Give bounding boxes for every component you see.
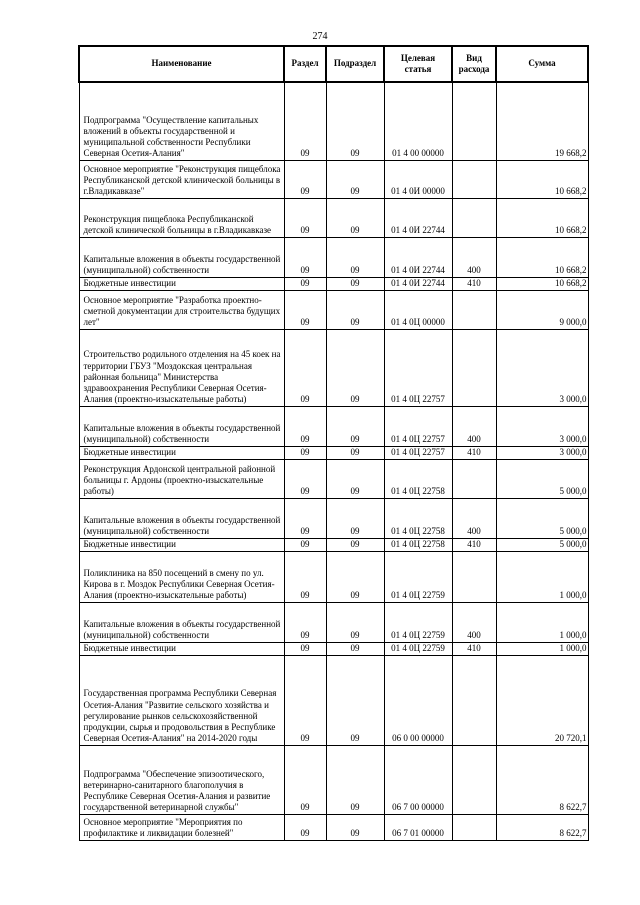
row-name: Подпрограмма "Осуществление капитальных вложений в объекты государственной и муниципальной собственности Республики Северная Осетия-Алания" bbox=[79, 82, 284, 160]
row-section: 09 bbox=[284, 406, 326, 446]
header-sum: Сумма bbox=[496, 46, 588, 82]
row-name: Государственная программа Республики Северная Осетия-Алания "Развитие сельского хозяйства и регулирование рынков сельскохозяйственной продукции, сырья и продовольствия в Республике Северная Осетия-Алания" на 2014-2020 годы bbox=[79, 655, 284, 745]
row-exp-type: 400 bbox=[452, 237, 496, 277]
row-exp-type: 410 bbox=[452, 538, 496, 551]
table-row bbox=[79, 814, 588, 840]
row-sum: 19 668,2 bbox=[496, 82, 588, 160]
row-section: 09 bbox=[284, 329, 326, 406]
row-target: 01 4 0Ц 22757 bbox=[384, 446, 452, 459]
row-exp-type bbox=[452, 290, 496, 329]
row-name: Поликлиника на 850 посещений в смену по ул. Кирова в г. Моздок Республики Северная Осетия-Алания (проектно-изыскательные работы) bbox=[79, 551, 284, 602]
row-target: 01 4 0Ц 22759 bbox=[384, 602, 452, 642]
row-subsection: 09 bbox=[326, 551, 384, 602]
row-target: 01 4 0Ц 22758 bbox=[384, 498, 452, 538]
row-target: 01 4 0Ц 22759 bbox=[384, 642, 452, 655]
table-row bbox=[79, 406, 588, 446]
row-sum: 9 000,0 bbox=[496, 290, 588, 329]
row-exp-type: 410 bbox=[452, 642, 496, 655]
row-subsection: 09 bbox=[326, 237, 384, 277]
row-name: Строительство родильного отделения на 45 коек на территории ГБУЗ "Моздокская центральная районная больница" Министерства здравоохранения Республики Северная Осетия-Алания (проектно-изыскательные работы) bbox=[79, 329, 284, 406]
row-name: Бюджетные инвестиции bbox=[79, 538, 284, 551]
row-exp-type bbox=[452, 329, 496, 406]
row-name: Основное мероприятие "Мероприятия по профилактике и ликвидации болезней" bbox=[79, 814, 284, 840]
header-row bbox=[79, 46, 588, 82]
header-exp-type: Вид расхода bbox=[452, 46, 496, 82]
header-subsection: Подраздел bbox=[326, 46, 384, 82]
row-subsection: 09 bbox=[326, 498, 384, 538]
table-row bbox=[79, 642, 588, 655]
row-exp-type: 400 bbox=[452, 406, 496, 446]
row-sum: 10 668,2 bbox=[496, 160, 588, 198]
row-target: 06 7 01 00000 bbox=[384, 814, 452, 840]
row-subsection: 09 bbox=[326, 459, 384, 498]
table-row bbox=[79, 538, 588, 551]
row-section: 09 bbox=[284, 642, 326, 655]
row-exp-type bbox=[452, 745, 496, 814]
row-exp-type bbox=[452, 459, 496, 498]
row-subsection: 09 bbox=[326, 745, 384, 814]
row-target: 01 4 00 00000 bbox=[384, 82, 452, 160]
row-subsection: 09 bbox=[326, 82, 384, 160]
row-name: Реконструкция пищеблока Республиканской детской клинической больницы в г.Владикавказе bbox=[79, 198, 284, 237]
header-section: Раздел bbox=[284, 46, 326, 82]
row-section: 09 bbox=[284, 551, 326, 602]
table-row bbox=[79, 602, 588, 642]
row-name: Реконструкция Ардонской центральной районной больницы г. Ардоны (проектно-изыскательные работы) bbox=[79, 459, 284, 498]
table-row bbox=[79, 745, 588, 814]
row-subsection: 09 bbox=[326, 655, 384, 745]
row-section: 09 bbox=[284, 498, 326, 538]
row-sum: 10 668,2 bbox=[496, 277, 588, 290]
row-exp-type bbox=[452, 814, 496, 840]
row-exp-type: 400 bbox=[452, 498, 496, 538]
row-target: 06 7 00 00000 bbox=[384, 745, 452, 814]
row-sum: 10 668,2 bbox=[496, 198, 588, 237]
row-sum: 5 000,0 bbox=[496, 538, 588, 551]
row-name: Бюджетные инвестиции bbox=[79, 642, 284, 655]
row-exp-type: 400 bbox=[452, 602, 496, 642]
header-target: Целевая статья bbox=[384, 46, 452, 82]
row-subsection: 09 bbox=[326, 642, 384, 655]
row-section: 09 bbox=[284, 602, 326, 642]
row-name: Бюджетные инвестиции bbox=[79, 446, 284, 459]
row-section: 09 bbox=[284, 655, 326, 745]
table-row bbox=[79, 198, 588, 237]
row-sum: 10 668,2 bbox=[496, 237, 588, 277]
row-target: 01 4 0Ц 22759 bbox=[384, 551, 452, 602]
budget-table bbox=[78, 45, 589, 841]
row-subsection: 09 bbox=[326, 814, 384, 840]
row-target: 01 4 0И 00000 bbox=[384, 160, 452, 198]
row-name: Бюджетные инвестиции bbox=[79, 277, 284, 290]
row-subsection: 09 bbox=[326, 277, 384, 290]
table-row bbox=[79, 237, 588, 277]
row-exp-type bbox=[452, 655, 496, 745]
row-section: 09 bbox=[284, 814, 326, 840]
row-sum: 3 000,0 bbox=[496, 406, 588, 446]
row-name: Капитальные вложения в объекты государственной (муниципальной) собственности bbox=[79, 237, 284, 277]
row-subsection: 09 bbox=[326, 198, 384, 237]
row-subsection: 09 bbox=[326, 406, 384, 446]
row-exp-type: 410 bbox=[452, 446, 496, 459]
row-subsection: 09 bbox=[326, 446, 384, 459]
row-sum: 5 000,0 bbox=[496, 498, 588, 538]
row-sum: 8 622,7 bbox=[496, 745, 588, 814]
row-sum: 3 000,0 bbox=[496, 446, 588, 459]
row-subsection: 09 bbox=[326, 538, 384, 551]
row-target: 06 0 00 00000 bbox=[384, 655, 452, 745]
row-name: Основное мероприятие "Реконструкция пищеблока Республиканской детской клинической больницы в г.Владикавказе" bbox=[79, 160, 284, 198]
table-row bbox=[79, 655, 588, 745]
row-exp-type bbox=[452, 551, 496, 602]
row-section: 09 bbox=[284, 237, 326, 277]
page-number: 274 bbox=[312, 31, 328, 42]
table-row bbox=[79, 551, 588, 602]
row-name: Капитальные вложения в объекты государственной (муниципальной) собственности bbox=[79, 406, 284, 446]
row-target: 01 4 0Ц 22758 bbox=[384, 538, 452, 551]
row-subsection: 09 bbox=[326, 160, 384, 198]
row-sum: 1 000,0 bbox=[496, 642, 588, 655]
table-row bbox=[79, 290, 588, 329]
row-sum: 1 000,0 bbox=[496, 602, 588, 642]
row-name: Капитальные вложения в объекты государственной (муниципальной) собственности bbox=[79, 602, 284, 642]
row-section: 09 bbox=[284, 277, 326, 290]
row-subsection: 09 bbox=[326, 290, 384, 329]
row-target: 01 4 0И 22744 bbox=[384, 277, 452, 290]
row-target: 01 4 0И 22744 bbox=[384, 198, 452, 237]
row-exp-type bbox=[452, 160, 496, 198]
table-row bbox=[79, 498, 588, 538]
row-section: 09 bbox=[284, 446, 326, 459]
header-name: Наименование bbox=[79, 46, 284, 82]
table-row bbox=[79, 82, 588, 160]
row-exp-type bbox=[452, 198, 496, 237]
table-row bbox=[79, 329, 588, 406]
row-subsection: 09 bbox=[326, 602, 384, 642]
row-section: 09 bbox=[284, 82, 326, 160]
table-row bbox=[79, 277, 588, 290]
row-name: Капитальные вложения в объекты государственной (муниципальной) собственности bbox=[79, 498, 284, 538]
table-row bbox=[79, 459, 588, 498]
row-sum: 5 000,0 bbox=[496, 459, 588, 498]
row-section: 09 bbox=[284, 160, 326, 198]
row-sum: 20 720,1 bbox=[496, 655, 588, 745]
row-target: 01 4 0Ц 22758 bbox=[384, 459, 452, 498]
row-target: 01 4 0Ц 22757 bbox=[384, 406, 452, 446]
row-name: Основное мероприятие "Разработка проектно-сметной документации для строительства будущих лет" bbox=[79, 290, 284, 329]
row-section: 09 bbox=[284, 198, 326, 237]
row-subsection: 09 bbox=[326, 329, 384, 406]
row-sum: 3 000,0 bbox=[496, 329, 588, 406]
row-target: 01 4 0Ц 00000 bbox=[384, 290, 452, 329]
row-section: 09 bbox=[284, 538, 326, 551]
row-exp-type: 410 bbox=[452, 277, 496, 290]
row-section: 09 bbox=[284, 745, 326, 814]
table-row bbox=[79, 446, 588, 459]
row-exp-type bbox=[452, 82, 496, 160]
row-section: 09 bbox=[284, 459, 326, 498]
row-sum: 8 622,7 bbox=[496, 814, 588, 840]
row-sum: 1 000,0 bbox=[496, 551, 588, 602]
table-row bbox=[79, 160, 588, 198]
row-target: 01 4 0Ц 22757 bbox=[384, 329, 452, 406]
row-target: 01 4 0И 22744 bbox=[384, 237, 452, 277]
row-name: Подпрограмма "Обеспечение эпизоотического, ветеринарно-санитарного благополучия в Республике Северная Осетия-Алания и развитие государственной ветеринарной службы" bbox=[79, 745, 284, 814]
row-section: 09 bbox=[284, 290, 326, 329]
